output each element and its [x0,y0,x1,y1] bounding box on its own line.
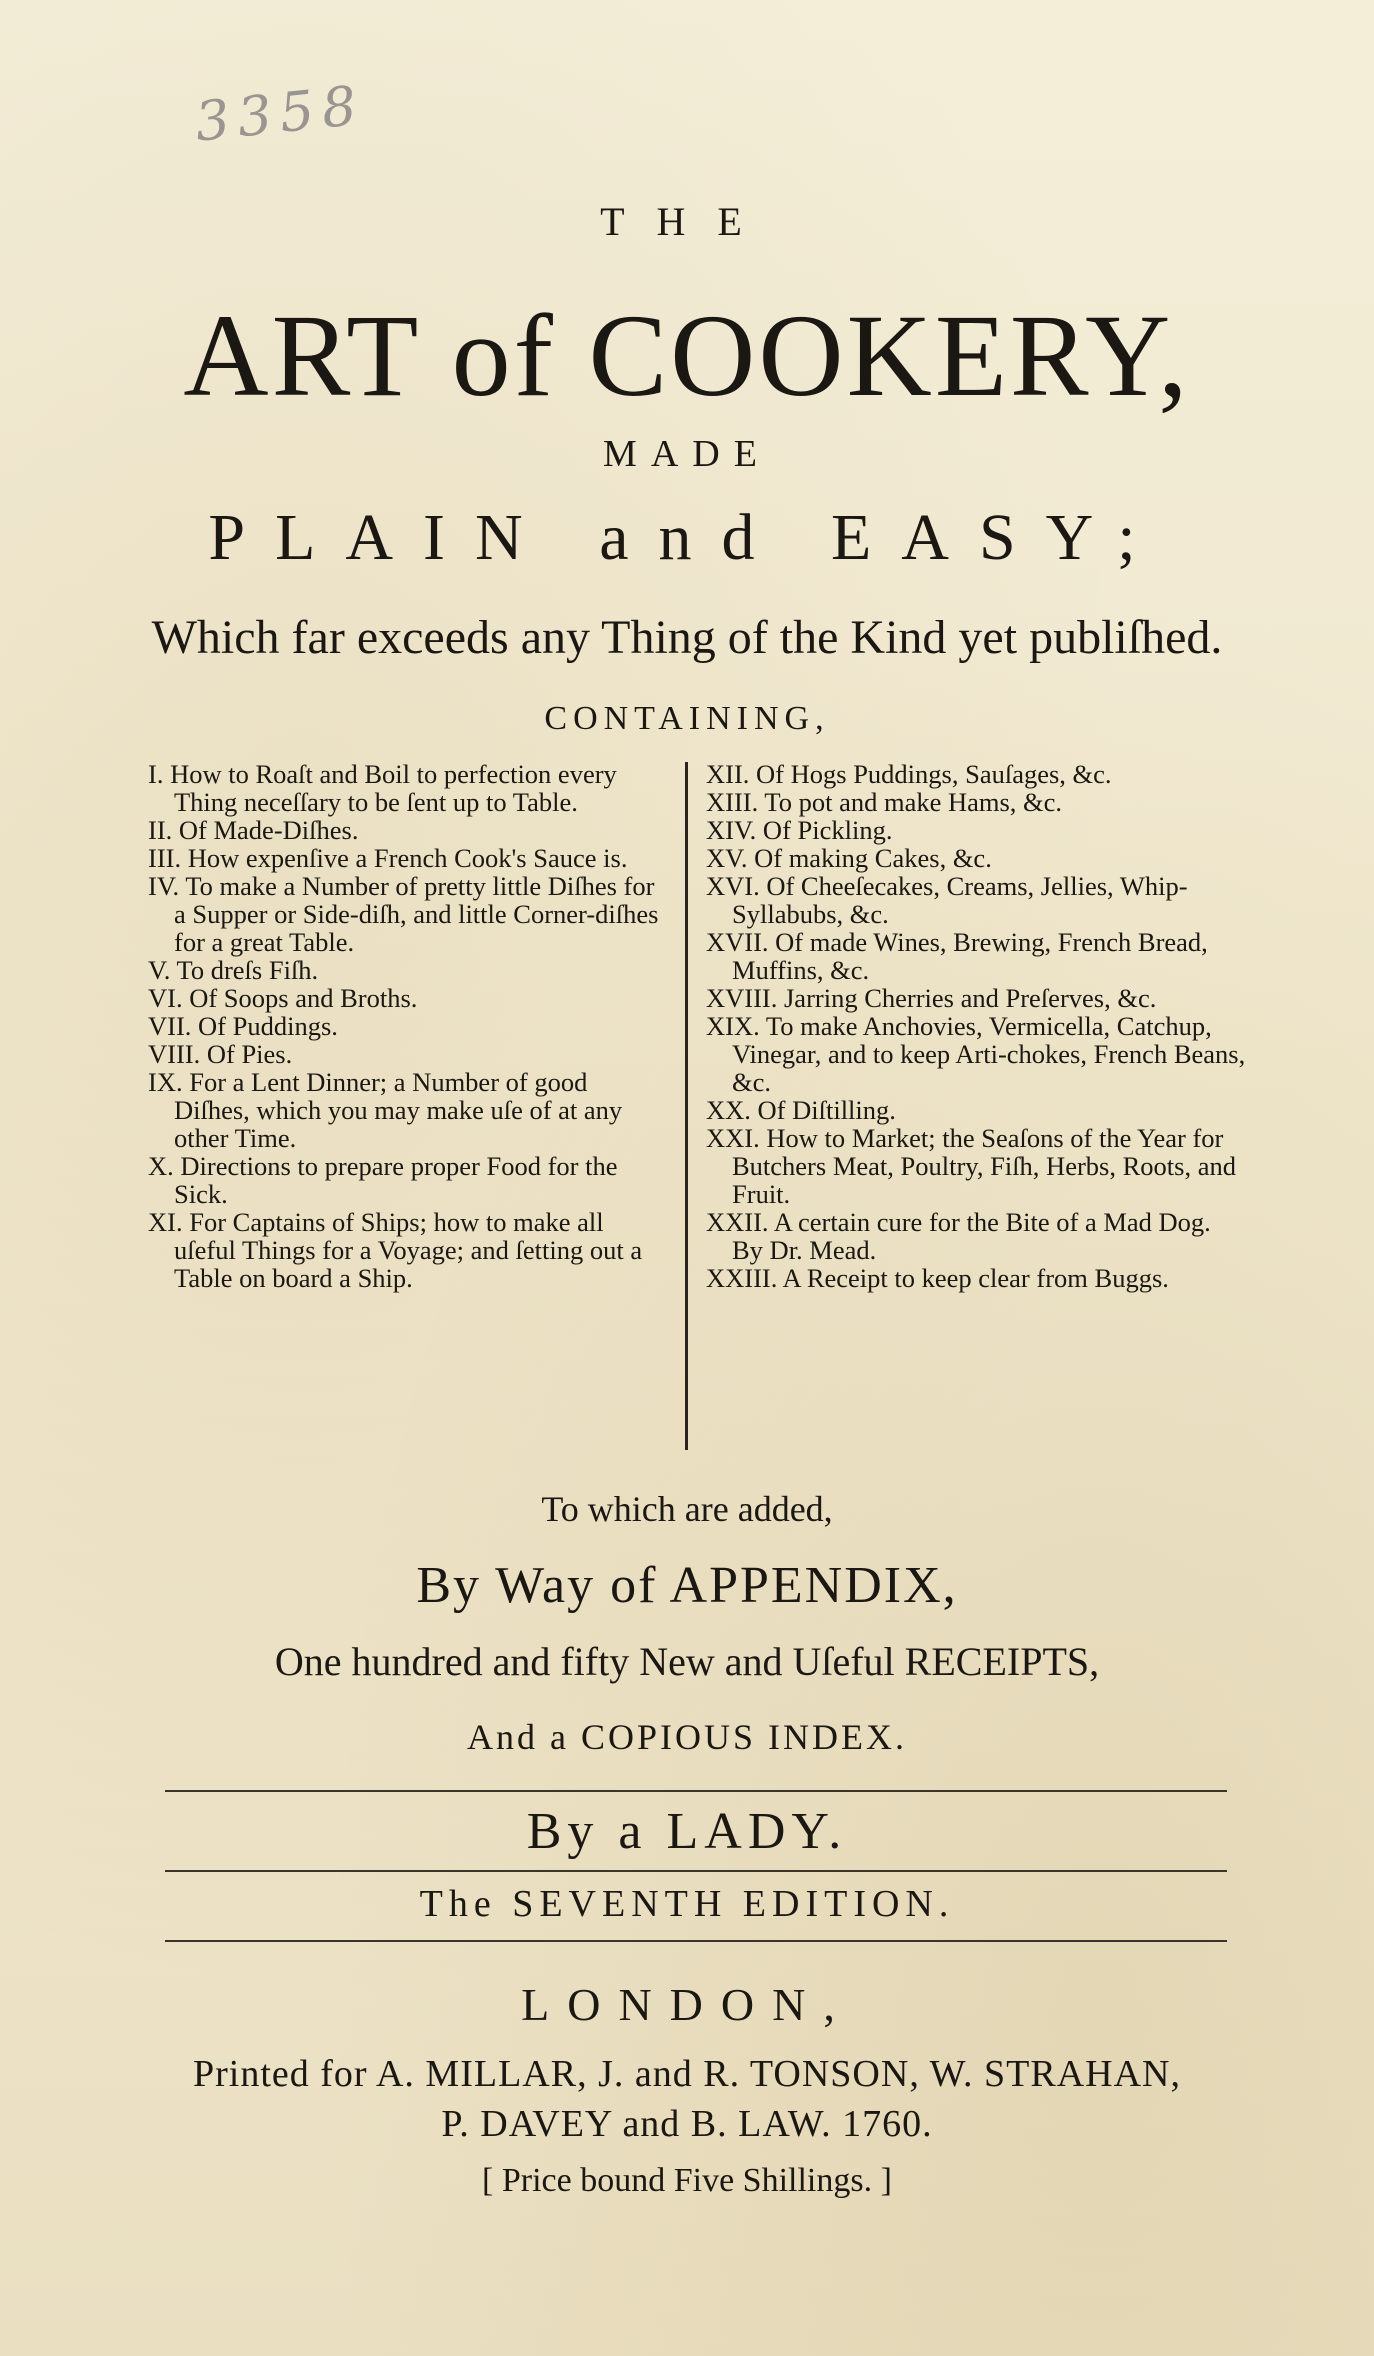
price-line: [ Price bound Five Shillings. ] [482,2162,892,2199]
contents-entry: III. How expenſive a French Cook's Sauce is. [148,843,628,873]
contents-entry: XIX. To make Anchovies, Vermicella, Catchup, Vinegar, and to keep Arti-chokes, French Beans, &c. [706,1011,1246,1097]
contents-entry: VIII. Of Pies. [148,1039,293,1069]
contents-entry: XIII. To pot and make Hams, &c. [706,787,1063,817]
contents-entry: X. Directions to prepare proper Food for the Sick. [148,1151,618,1209]
contents-entry: V. To dreſs Fiſh. [148,955,319,985]
contents-entry: XI. For Captains of Ships; how to make all uſeful Things for a Voyage; and ſetting out a Table on board a Ship. [148,1207,643,1293]
contents-entry: XXII. A certain cure for the Bite of a Mad Dog. By Dr. Mead. [706,1207,1211,1265]
title-the: THE [600,199,774,244]
containing-heading: CONTAINING, [544,700,830,737]
imprint-printers-date: P. DAVEY and B. LAW. 1760. [441,2103,933,2145]
edition-line: The SEVENTH EDITION. [419,1883,955,1925]
contents-entry: IX. For a Lent Dinner; a Number of good Diſhes, which you may make uſe of at any other Time. [148,1067,623,1153]
receipts-line: One hundred and fifty New and Uſeful RECEIPTS, [274,1639,1100,1684]
horizontal-rule [165,1870,1227,1872]
column-divider [685,762,688,1450]
imprint-place: LONDON, [521,1979,853,2030]
added-line: To which are added, [541,1489,833,1529]
page-title: ART of COOKERY, [183,290,1191,421]
contents-entry: XV. Of making Cakes, &c. [706,843,992,873]
title-plain-easy: PLAIN and EASY; [208,501,1166,574]
contents-entry: XX. Of Diſtilling. [706,1095,896,1125]
index-line: And a COPIOUS INDEX. [467,1717,907,1757]
contents-entry: XVIII. Jarring Cherries and Preſerves, &c. [706,983,1157,1013]
author-line: By a LADY. [526,1803,848,1860]
contents-entry: XXI. How to Market; the Seaſons of the Year for Butchers Meat, Poultry, Fiſh, Herbs, Roots, and Fruit. [706,1123,1236,1209]
contents-left-column [148,760,668,1292]
handwritten-shelfmark: 3358 [192,73,368,154]
contents-entry: IV. To make a Number of pretty little Diſhes for a Supper or Side-diſh, and little Corner-diſhes for a great Table. [148,871,659,957]
horizontal-rule [165,1790,1227,1792]
contents-entry: XVI. Of Cheeſecakes, Creams, Jellies, Whip-Syllabubs, &c. [706,871,1188,929]
contents-entry: VII. Of Puddings. [148,1011,338,1041]
contents-entry: XXIII. A Receipt to keep clear from Buggs. [706,1263,1169,1293]
contents-entry: XIV. Of Pickling. [706,815,893,845]
appendix-line: By Way of APPENDIX, [416,1557,958,1614]
contents-entry: II. Of Made-Diſhes. [148,815,359,845]
contents-entry: VI. Of Soops and Broths. [148,983,418,1013]
title-made: MADE [603,433,771,475]
contents-right-column [706,760,1246,1292]
subtitle: Which far exceeds any Thing of the Kind yet publiſhed. [151,611,1223,664]
contents-entry: XVII. Of made Wines, Brewing, French Bread, Muffins, &c. [706,927,1208,985]
contents-entry: XII. Of Hogs Puddings, Sauſages, &c. [706,759,1112,789]
imprint-printers: Printed for A. MILLAR, J. and R. TONSON, W. STRAHAN, [193,2053,1181,2095]
horizontal-rule [165,1940,1227,1942]
contents-entry: I. How to Roaſt and Boil to perfection every Thing neceſſary to be ſent up to Table. [148,759,617,817]
